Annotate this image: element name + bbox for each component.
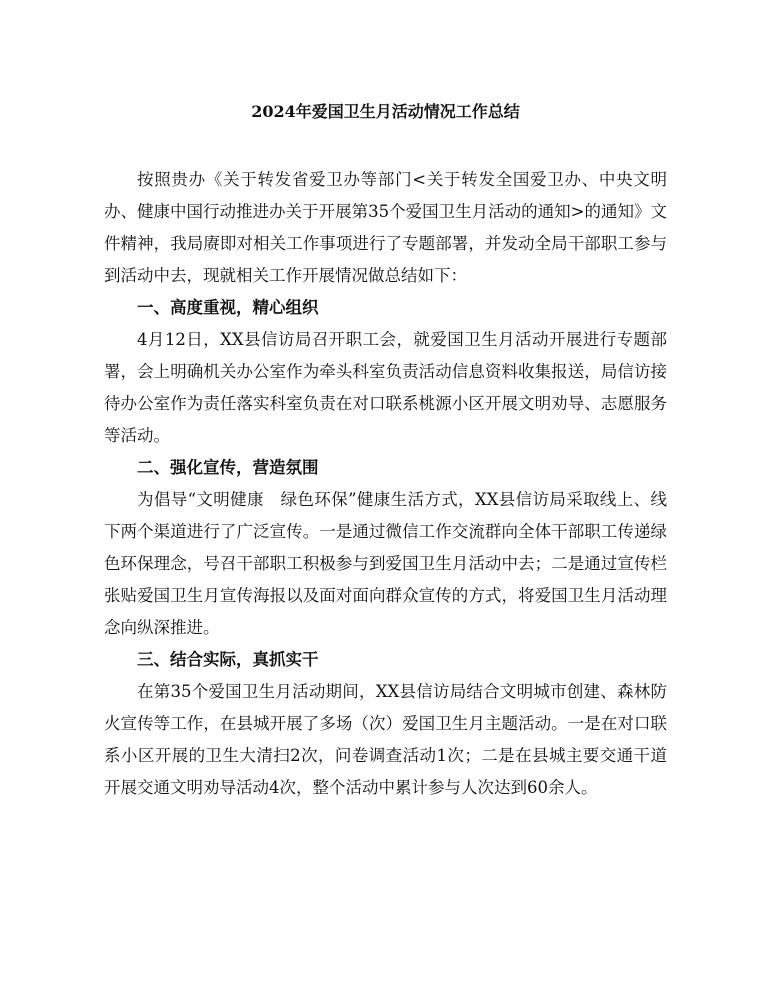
intro-paragraph: 按照贵办《关于转发省爱卫办等部门<关于转发全国爱卫办、中央文明办、健康中国行动推进办关于开展第35个爱国卫生月活动的通知>的通知》文件精神，我局赓即对相关工作事项进行了专题部署，并发动全局干部职工参与到活动中去，现就相关工作开展情况做总结如下： [104, 170, 667, 285]
section-3-body: 在第35个爱国卫生月活动期间，XX县信访局结合文明城市创建、森林防火宣传等工作，在县城开展了多场（次）爱国卫生月主题活动。一是在对口联系小区开展的卫生大清扫2次，问卷调查活动1次；二是在县城主要交通干道开展交通文明劝导活动4次，整个活动中累计参与人次达到60余人。 [104, 682, 667, 797]
section-1-body: 4月12日，XX县信访局召开职工会，就爱国卫生月活动开展进行专题部署，会上明确机关办公室作为牵头科室负责活动信息资料收集报送，局信访接待办公室作为责任落实科室负责在对口联系桃源小区开展文明劝导、志愿服务等活动。 [104, 330, 667, 445]
section-1-heading: 一、高度重视，精心组织 [137, 298, 319, 317]
document-page [104, 100, 667, 804]
section-2-heading: 二、强化宣传，营造氛围 [137, 458, 319, 477]
document-title: 2024年爱国卫生月活动情况工作总结 [251, 102, 520, 121]
section-2-body: 为倡导“文明健康 绿色环保”健康生活方式，XX县信访局采取线上、线下两个渠道进行了广泛宣传。一是通过微信工作交流群向全体干部职工传递绿色环保理念，号召干部职工积极参与到爱国卫生月活动中去；二是通过宣传栏张贴爱国卫生月宣传海报以及面对面向群众宣传的方式，将爱国卫生月活动理念向纵深推进。 [104, 490, 667, 637]
section-3-heading: 三、结合实际，真抓实干 [137, 650, 319, 669]
